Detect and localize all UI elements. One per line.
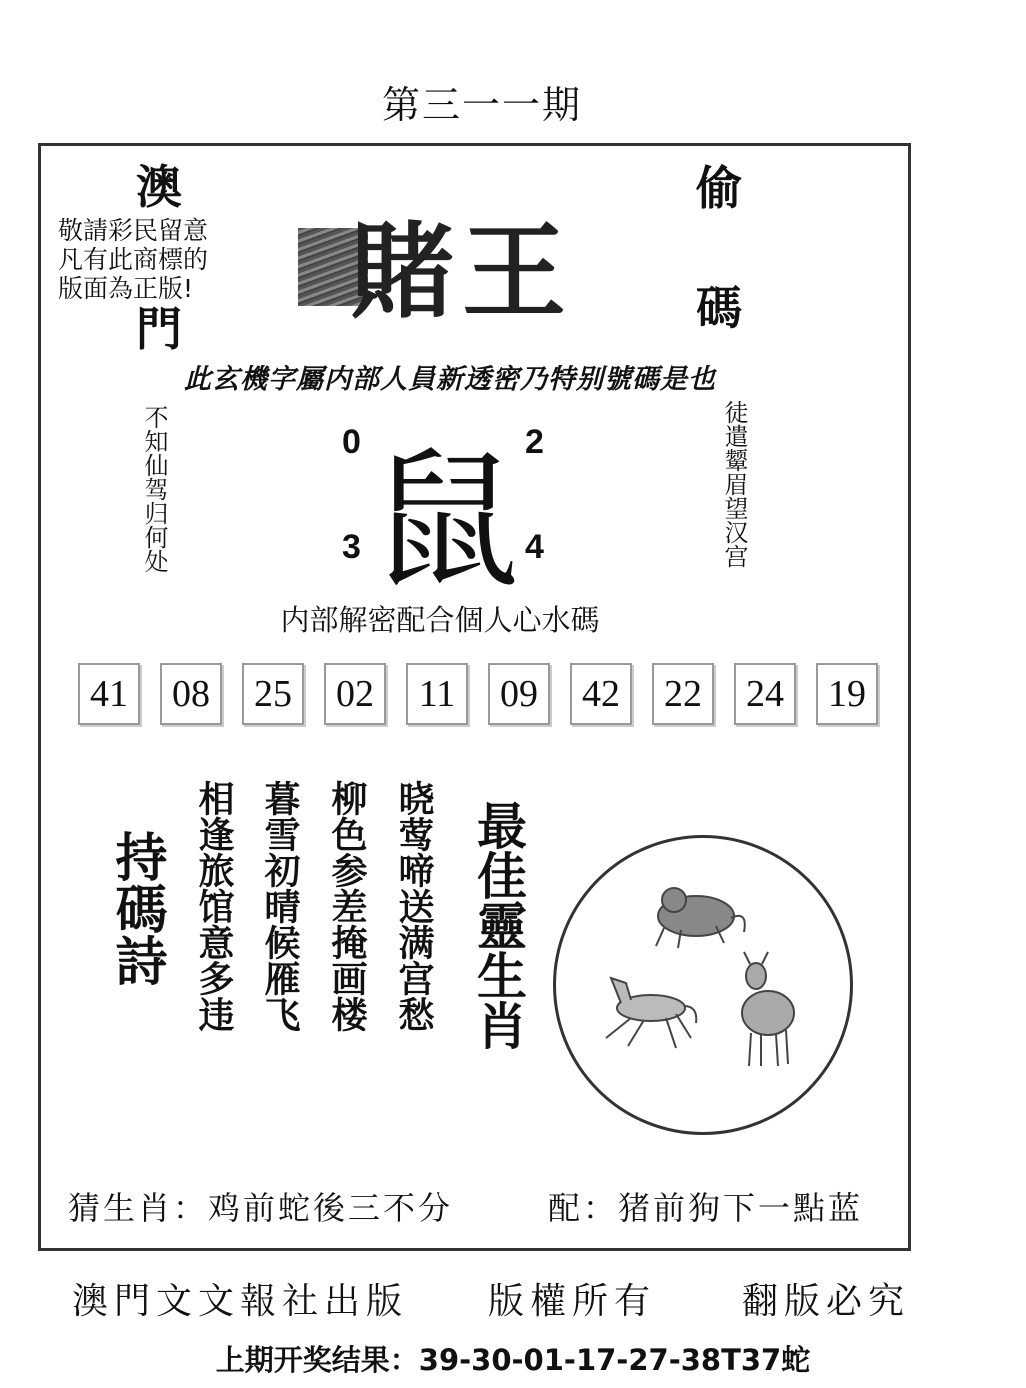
copyright: 版權所有 [488, 1281, 657, 1322]
publisher: 澳門文文報社出版 [72, 1281, 409, 1322]
notice-line: 版面為正版! [58, 274, 194, 303]
number-box: 09 [488, 663, 550, 725]
goat-icon [742, 952, 794, 1066]
poem-column: 相逢旅馆意多违 [193, 780, 234, 1032]
code-char: 碼 [696, 281, 742, 335]
number-box: 19 [816, 663, 878, 725]
zodiac-character: 鼠 [370, 435, 521, 609]
right-poem-line: 徒遣颦眉望汉宫 [720, 400, 748, 568]
digit-top-right: 2 [525, 423, 544, 461]
horse-icon [606, 978, 696, 1048]
notice-line: 敬請彩民留意 [58, 216, 209, 245]
zodiac-animals-circle [553, 835, 853, 1135]
number-box: 22 [652, 663, 714, 725]
number-box: 25 [242, 663, 304, 725]
monkey-icon [656, 888, 745, 948]
notice-line: 凡有此商標的 [58, 245, 209, 274]
number-box: 11 [406, 663, 468, 725]
page-title: 賭王 [350, 211, 575, 333]
guess-zodiac-hint: 猜生肖：鸡前蛇後三不分 [68, 1189, 454, 1227]
digit-top-left: 0 [342, 423, 361, 461]
digit-bottom-left: 3 [342, 528, 361, 566]
last-draw-result: 上期开奖结果：39-30-01-17-27-38T37蛇 [215, 1343, 811, 1377]
poem-column: 柳色参差掩画楼 [326, 780, 367, 1032]
poem-column: 暮雪初晴候雁飞 [259, 780, 300, 1032]
digit-bottom-right: 4 [525, 528, 544, 566]
left-poem-line: 不知仙驾归何处 [140, 405, 168, 573]
issue-number: 第三一一期 [381, 83, 582, 127]
authenticity-notice [58, 216, 278, 303]
number-box: 42 [570, 663, 632, 725]
number-row [78, 663, 878, 725]
tagline: 此玄機字屬内部人員新透密乃特别號碼是也 [184, 364, 716, 395]
poem-label: 持碼詩 [106, 830, 167, 986]
number-box: 08 [160, 663, 222, 725]
match-hint: 配：猪前狗下一點蓝 [548, 1189, 864, 1227]
number-box: 41 [78, 663, 140, 725]
center-subtitle: 内部解密配合個人心水碼 [280, 603, 600, 637]
steal-char: 偷 [696, 161, 742, 215]
macau-char-1: 澳 [136, 160, 182, 214]
piracy-warning: 翻版必究 [742, 1281, 911, 1322]
best-zodiac-label: 最佳靈生肖 [469, 800, 528, 1050]
poem-column: 晓莺啼送满宫愁 [393, 780, 434, 1032]
macau-char-2: 門 [136, 302, 182, 356]
number-box: 02 [324, 663, 386, 725]
number-box: 24 [734, 663, 796, 725]
